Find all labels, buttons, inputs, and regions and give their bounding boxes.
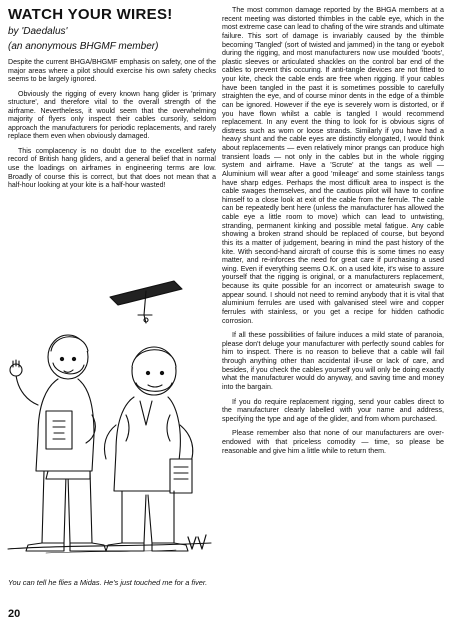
article-title: WATCH YOUR WIRES! [8,6,173,23]
artist-signature [188,535,206,549]
hang-glider-icon [110,281,182,323]
right-paragraph-4: Please remember also that none of our manufacturers are over-endowed with that priceless comodity — time, so please be reasonable and give him a little while to return them. [222,429,444,455]
right-column [222,6,444,461]
left-paragraph-3: This complacency is no doubt due to the excellent safety record of British hang gliders, and a general belief that in normal use the loadings on airframes in engineering terms are low. Broadly of course this is correct, but that does not mean that a half-hour looking at your kite is a half-hour wasted! [8,147,216,190]
article-byline: by 'Daedalus' [8,26,68,37]
cartoon-caption: You can tell he flies a Midas. He's just touched me for a fiver. [8,578,208,587]
right-paragraph-3: If you do require replacement rigging, send your cables direct to the manufacturer clearly labelled with your name and address, specifying the type and age of the glider, and from whom purchased. [222,397,444,423]
page-number: 20 [8,608,21,620]
left-pilot-figure [10,335,106,551]
left-column [8,6,216,197]
right-paragraph-1: The most common damage reported by the BHGA members at a recent meeting was distorted thimbles in the cable eye, which in the most extreme case can lead to chafing of the wire strands and ultimate failure. This sort of damage is invariably caused by the thimble becoming 'Tangled' (sort of twisted and jammed) in the tang or eyebolt during the rigging, and most manufacturers now use moulded 'boots', plastic sleeves or articulated shackles on the control bar end of the cables to prevent this occuring. If anti-tangle devices are not fitted to your kite, check the cable ends are free when rigging. If your cables have been tangled in the past it is sometimes possible to carefully straighten the eye, and of course minor dents in the edge of a thimble can be ignored. However if the eye is severely worn is distorted, or if you have flown whilst a cable is tangled I would recommend replacement. In any event the thing to look for is obvious signs of distress such as worn or loose strands. Similarly if you have had a heavy shunt and the cable eyes are distinctly elongated, I would think about replacements — even relatively minor prangs can produce high transient loads — not only in the cables but in the whole rigging system and airframe. Have a 'Scrute' at the tangs as well — Aluminium will wear after a good 'mileage' and some stainless tangs have sharp edges. Perhaps the most difficult area to inspect is the cable swages themselves, and the cautious pilot will have to confine himself to a close look at exit of the cable from the ferrule. The cable can be repeatedly bent here (unless the manufacturer has allowed the cable eye a little room to move) which can lead to untwisting, stranding, permanent kinking and possible metal fatigue. Any cable showing a broken strand should be replaced of course, but beyond this its a matter of judgement, bearing in mind the past history of the kite. With second-hand aircraft of course this is some times no easy matter, and re-inforces the need for great care if purchasing a used wing. Even if everything seems O.K. on a used kite, it's wise to assure yourself that the rigging is original, or a manufacturers replacement, because its quite possible for an incorrect or amateurish swage to appear sound. I should not need to remind anybody that it is vital that aluminium ferrules are used with galvanised steel wire and copper ferrules with stainless, or you get a recipe for hidden cathodic corrosion. [222,6,444,325]
right-paragraph-2: If all these possibilities of failure induces a mild state of paranoia, please don't deluge your manufacturer with perfectly sound cables for him to inspect. There is no reason to believe that a cable will fail through anything other than accidental ill-use or lack of care, and besides, if you check the cables yourself you will only be doing exactly what the manufacturer would do anyway, and saving time and money into the bargain. [222,331,444,391]
article-byline-note: (an anonymous BHGMF member) [8,41,159,52]
right-pilot-figure [104,347,192,551]
left-paragraph-1: Despite the current BHGA/BHGMF emphasis on safety, one of the major areas where a pilot should exercise his own safety checks seems to be largely ignored. [8,59,216,84]
cartoon-illustration [6,275,216,575]
left-paragraph-2: Obviously the rigging of every known hang glider is 'primary structure', and therefore vital to the overall strength of the airframe. Nevertheless, it would seem that the overwhelming majority of flyers only inspect their cables cursorily, seldom approach the manufacturers for periodic replacements, and rarely replace them even when obviously damaged. [8,90,216,141]
